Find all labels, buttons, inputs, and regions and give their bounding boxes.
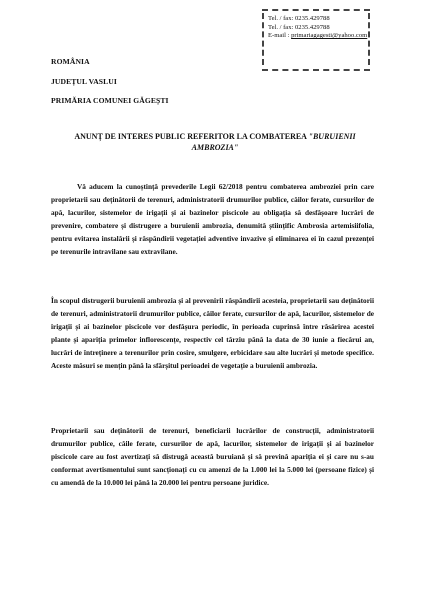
contact-email-label: E-mail : — [268, 32, 292, 40]
announcement-title — [60, 131, 370, 153]
contact-phone-2: Tel. / fax: 0235.429788 — [268, 23, 330, 31]
contact-box-bottom-border — [262, 69, 370, 71]
header-institution: PRIMĂRIA COMUNEI GĂGEȘTI — [51, 96, 169, 105]
body-paragraph-1: Vă aducem la cunoștință prevederile Legii 62/2018 pentru combaterea ambroziei prin care proprietarii sau deținătorii de terenuri, administratorii drumurilor publice, căilor ferate, cursurilor de apă, lacurilor, sistemelor de irigații și ai bazinelor piscicole au obligația să desfășoare lucrări de prevenire, combatere și distrugere a buruienii ambrozia, denumită științific Ambrosia artemisiifolia, pentru evitarea instalării și răspândirii vegetației adventive invazive și eliminarea ei în cazul prezenței pe terenurile intravilane sau extravilane. — [51, 182, 374, 256]
header-country: ROMÂNIA — [51, 57, 90, 66]
title-line2-italic: AMBROZIA" — [191, 143, 239, 152]
body-paragraph-3: Proprietarii sau deținătorii de terenuri, beneficiarii lucrărilor de construcții, administratorii drumurilor publice, căile ferate, cursurilor de apă, lacurilor, sistemelor de irigații și ai bazinelor piscicole care au fost avertizați să distrugă această buruiană și să prevină apariția ei și care nu s-au conformat avertismentului sunt sancționați cu cu amenzi de la 1.000 lei la 5.000 lei (persoane fizice) și cu amendă de la 10.000 lei până la 20.000 lei pentru persoane juridice. — [51, 426, 374, 487]
header-county: JUDEȚUL VASLUI — [51, 77, 117, 86]
title-line1-italic: "BURUIENII — [308, 132, 356, 141]
contact-box — [262, 9, 370, 71]
contact-box-right-border — [368, 13, 370, 65]
contact-email — [268, 32, 366, 41]
contact-box-left-border — [262, 13, 264, 65]
contact-details — [268, 15, 366, 41]
contact-box-top-border — [262, 9, 370, 11]
contact-phone: Tel. / fax: 0235.429788 — [268, 15, 330, 22]
body-paragraph-2: În scopul distrugerii buruienii ambrozia și al prevenirii răspândirii acesteia, proprietarii sau deținătorii de terenuri, administratorii drumurilor publice, căilor ferate, cursurilor de apă, lacurilor, sistemelor de irigații și ai bazinelor piscicole vor desfășura periodic, în perioada cuprinsă între răsărirea acestei plante și apariția primelor inflorescențe, respectiv cel târziu până la data de 30 iunie a fiecărui an, lucrări de întreținere a terenurilor prin cosire, smulgere, erbicidare sau alte lucrări și metode specifice. Aceste măsuri se mențin până la sfârșitul perioadei de vegetație a buruienii ambrozia. — [51, 296, 374, 370]
contact-email-link[interactable]: primariagagesti@yahoo.com — [291, 32, 368, 40]
title-line1-prefix: ANUNȚ DE INTERES PUBLIC REFERITOR LA COMBATEREA — [74, 132, 309, 141]
